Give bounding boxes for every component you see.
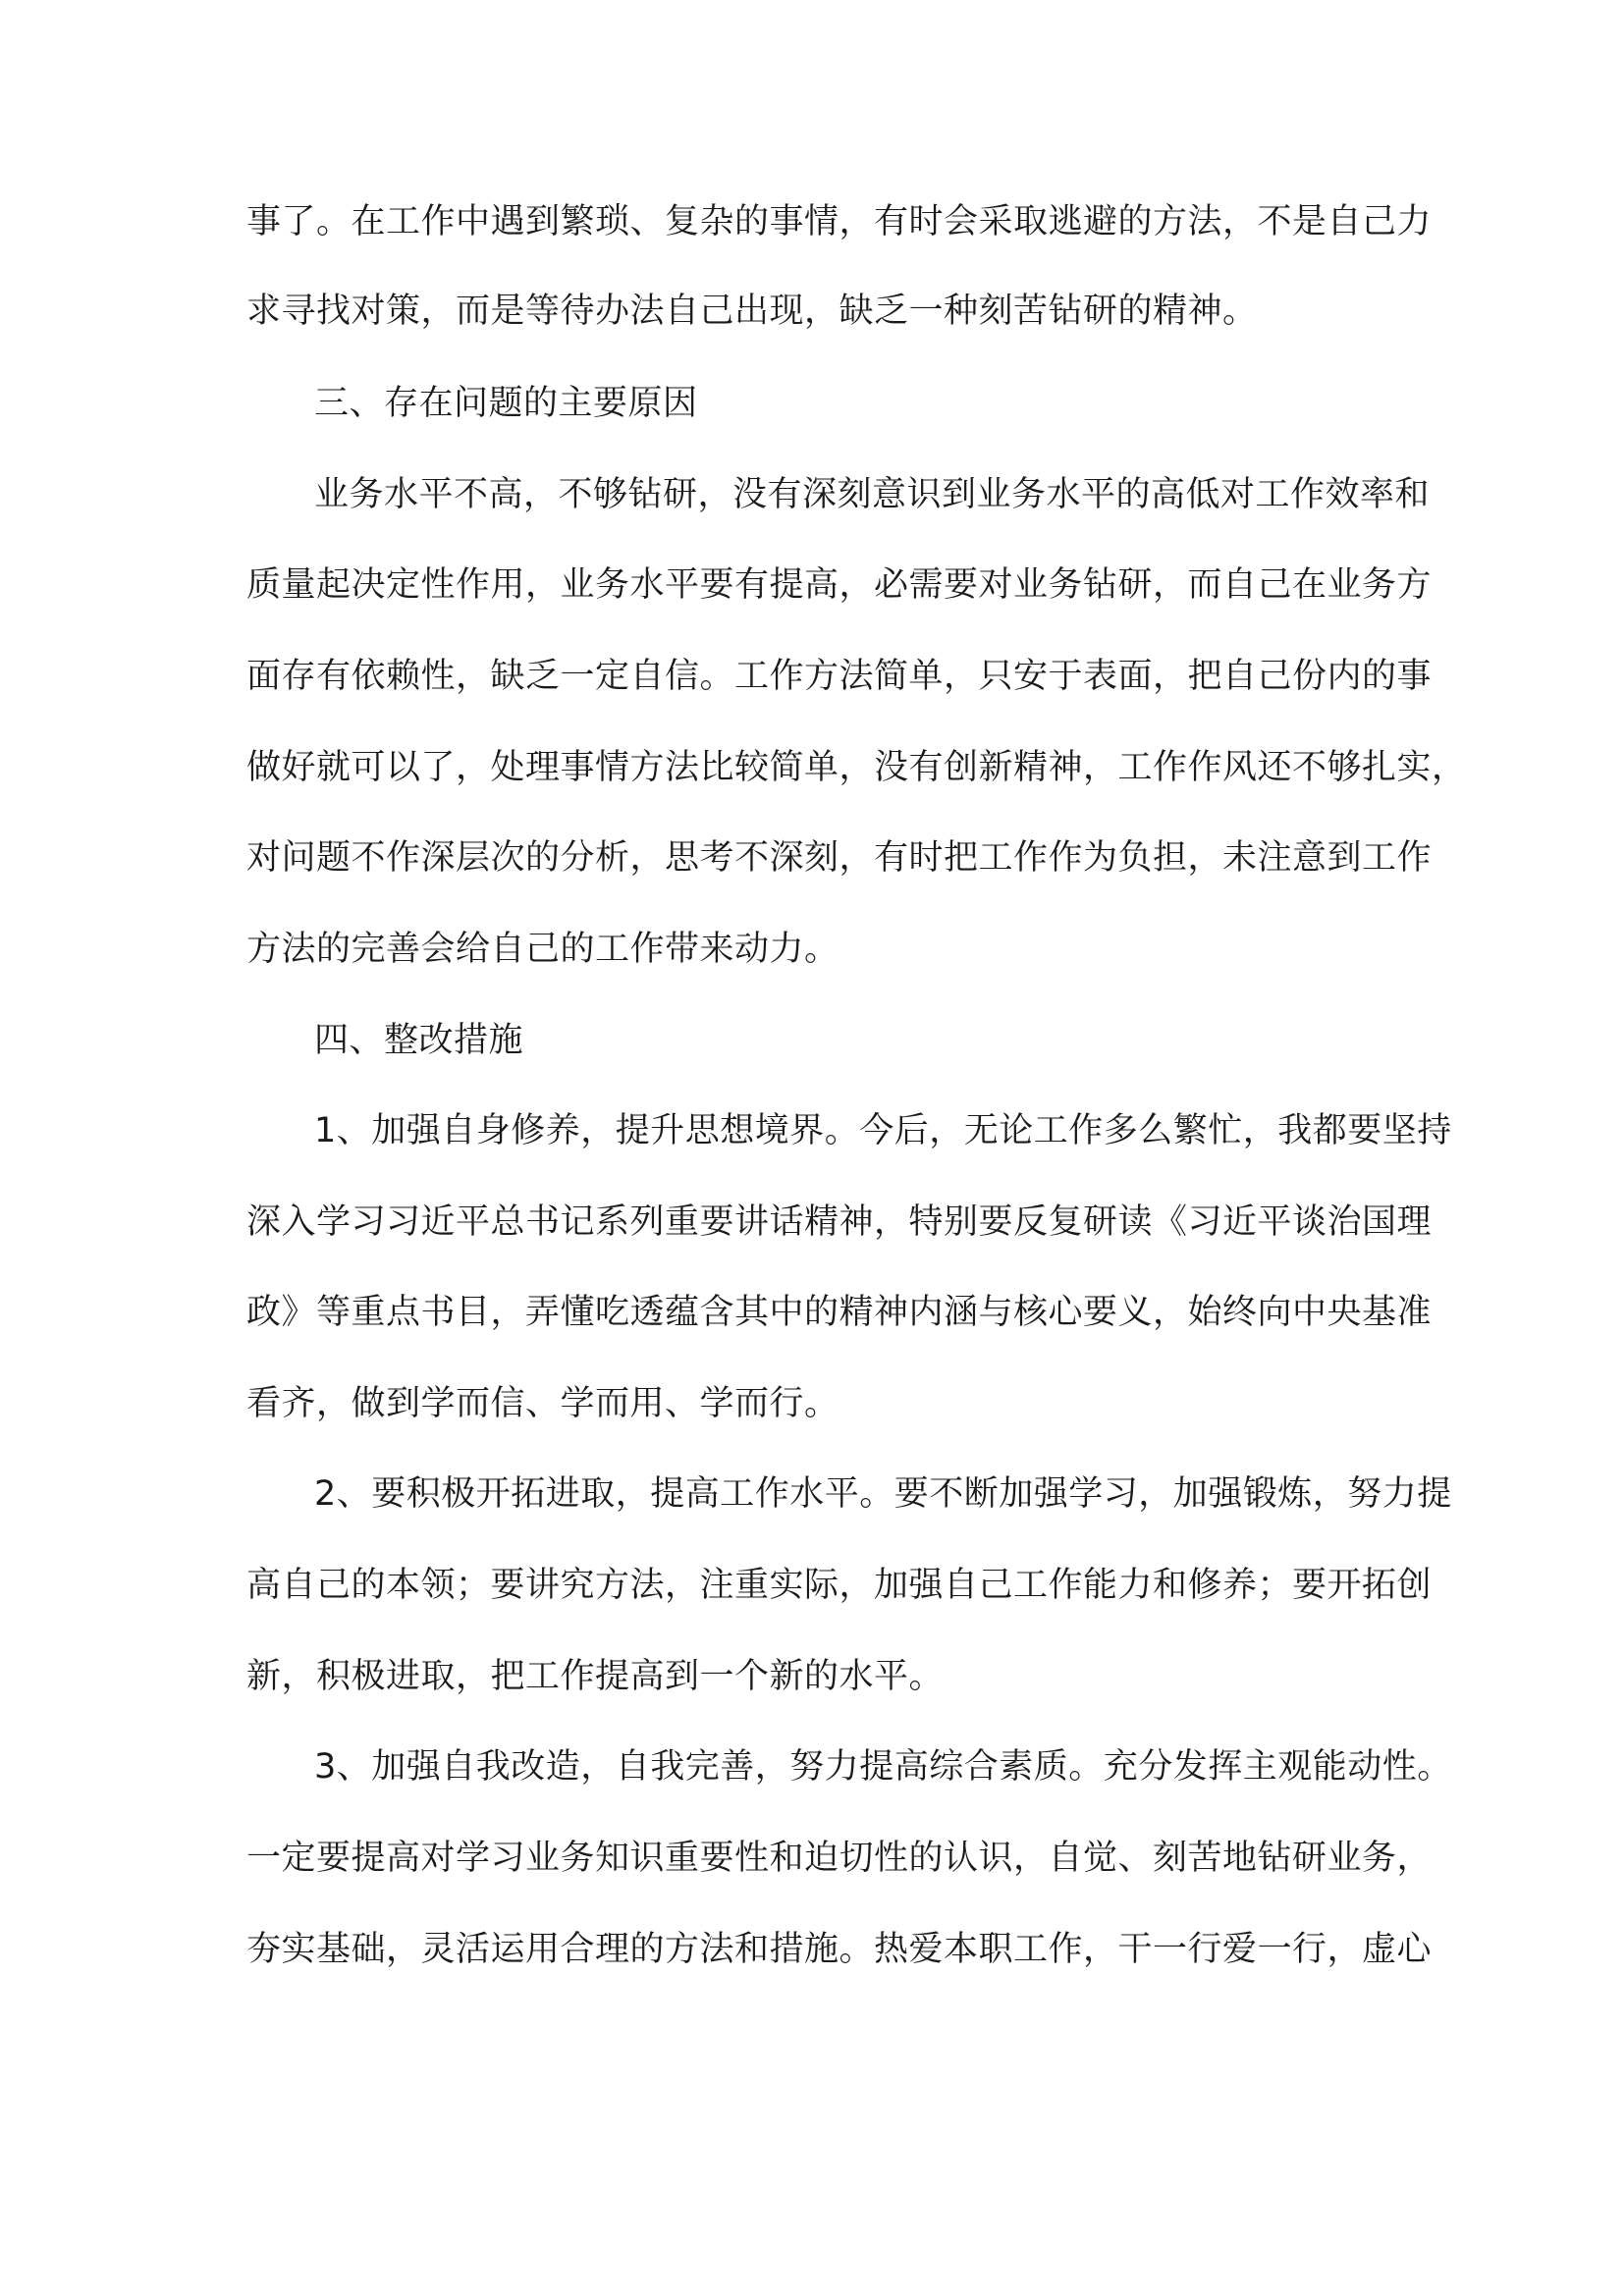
paragraph-line: 深入学习习近平总书记系列重要讲话精神，特别要反复研读《习近平谈治国理: [246, 1202, 1433, 1242]
paragraph-line: 一定要提高对学习业务知识重要性和迫切性的认识，自觉、刻苦地钻研业务，: [246, 1839, 1433, 1878]
section-heading-causes: 三、存在问题的主要原因: [314, 384, 698, 423]
paragraph-line: 质量起决定性作用，业务水平要有提高，必需要对业务钻研，而自己在业务方: [246, 565, 1433, 605]
paragraph-line: 新，积极进取，把工作提高到一个新的水平。: [246, 1657, 945, 1696]
paragraph-line: 事了。在工作中遇到繁琐、复杂的事情，有时会采取逃避的方法，不是自己力: [246, 202, 1433, 241]
paragraph-line: 对问题不作深层次的分析，思考不深刻，有时把工作作为负担，未注意到工作: [246, 838, 1433, 878]
paragraph-line: 求寻找对策，而是等待办法自己出现，缺乏一种刻苦钻研的精神。: [246, 292, 1258, 331]
paragraph-line: 政》等重点书目，弄懂吃透蕴含其中的精神内涵与核心要义，始终向中央基准: [246, 1293, 1433, 1332]
paragraph-line: 2、要积极开拓进取，提高工作水平。要不断加强学习，加强锻炼，努力提: [314, 1474, 1452, 1514]
paragraph-line: 方法的完善会给自己的工作带来动力。: [246, 930, 839, 969]
paragraph-line: 夯实基础，灵活运用合理的方法和措施。热爱本职工作，干一行爱一行，虚心: [246, 1930, 1433, 1969]
paragraph-line: 做好就可以了，处理事情方法比较简单，没有创新精神，工作作风还不够扎实，: [246, 748, 1467, 787]
section-heading-measures: 四、整改措施: [314, 1021, 524, 1060]
paragraph-line: 1、加强自身修养，提升思想境界。今后，无论工作多么繁忙，我都要坚持: [314, 1111, 1452, 1150]
paragraph-line: 3、加强自我改造，自我完善，努力提高综合素质。充分发挥主观能动性。: [314, 1747, 1452, 1787]
paragraph-line: 面存有依赖性，缺乏一定自信。工作方法简单，只安于表面，把自己份内的事: [246, 657, 1433, 696]
paragraph-line: 高自己的本领；要讲究方法，注重实际，加强自己工作能力和修养；要开拓创: [246, 1566, 1433, 1605]
paragraph-line: 看齐，做到学而信、学而用、学而行。: [246, 1384, 839, 1423]
paragraph-line: 业务水平不高，不够钻研，没有深刻意识到业务水平的高低对工作效率和: [314, 475, 1431, 514]
